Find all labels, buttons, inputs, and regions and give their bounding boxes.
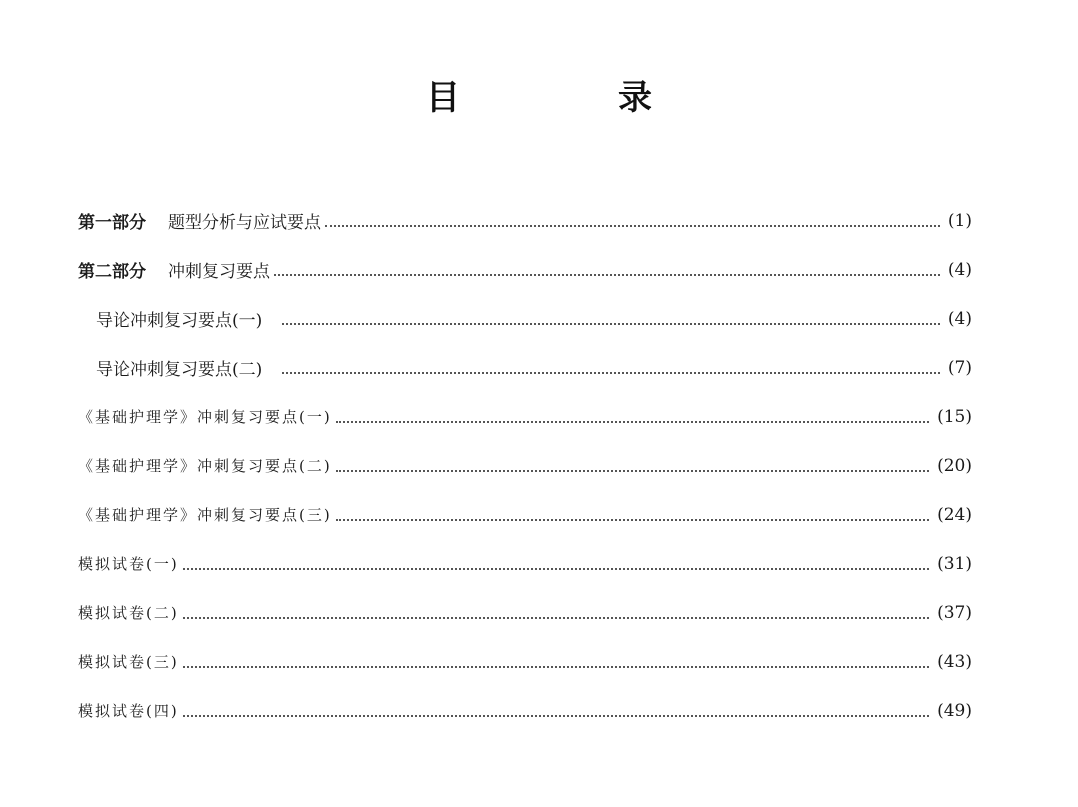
toc-entry-label [78,651,179,672]
toc-entry-title: 导论冲刺复习要点(一) [96,311,263,331]
toc-entry[interactable] [78,392,972,441]
toc-page-number: (49) [937,700,972,721]
toc-entry-title: 模拟试卷(一) [78,555,179,573]
toc-page-number: (24) [937,504,972,525]
dot-leader [274,272,940,276]
toc-entry-title: 模拟试卷(三) [78,653,179,671]
toc-part-label: 第一部分 [78,213,146,233]
toc-entry-label [78,455,332,476]
toc-page-number: (31) [937,553,972,574]
toc-page-number: (4) [947,259,972,280]
toc-page-number: (1) [947,210,972,231]
table-of-contents [78,196,972,735]
toc-entry-title: 模拟试卷(二) [78,604,179,622]
dot-leader [183,713,929,717]
toc-entry-label [78,257,270,282]
toc-entry-label [78,553,179,574]
toc-entry[interactable] [78,294,972,343]
toc-entry-title: 《基础护理学》冲刺复习要点(一) [78,408,332,426]
toc-entry-label [78,700,179,721]
dot-leader [336,517,929,521]
toc-entry-label [78,602,179,623]
toc-entry[interactable] [78,539,972,588]
toc-entry[interactable] [78,441,972,490]
toc-page-number: (7) [947,357,972,378]
toc-entry[interactable] [78,196,972,245]
dot-leader [183,615,929,619]
dot-leader [336,468,929,472]
toc-entry-label [78,208,321,233]
dot-leader [325,223,940,227]
toc-page-number: (15) [937,406,972,427]
toc-entry-label [78,306,262,331]
toc-page-number: (20) [937,455,972,476]
toc-entry-title: 模拟试卷(四) [78,702,179,720]
toc-entry-title: 《基础护理学》冲刺复习要点(二) [78,457,332,475]
toc-entry-label [78,504,332,525]
page-title: 目 录 [426,78,714,118]
toc-entry[interactable] [78,343,972,392]
dot-leader [282,321,940,325]
dot-leader [183,566,929,570]
toc-entry[interactable] [78,588,972,637]
toc-entry[interactable] [78,490,972,539]
toc-entry-label [78,355,262,380]
toc-entry[interactable] [78,245,972,294]
toc-entry-label [78,406,332,427]
toc-entry-title: 题型分析与应试要点 [168,213,321,233]
toc-page-number: (43) [937,651,972,672]
toc-page-number: (37) [937,602,972,623]
dot-leader [183,664,929,668]
toc-page-number: (4) [947,308,972,329]
toc-entry-title: 《基础护理学》冲刺复习要点(三) [78,506,332,524]
toc-part-label: 第二部分 [78,262,146,282]
dot-leader [282,370,940,374]
toc-entry-title: 导论冲刺复习要点(二) [96,360,263,380]
toc-entry-title: 冲刺复习要点 [168,262,270,282]
dot-leader [336,419,929,423]
toc-entry[interactable] [78,637,972,686]
toc-entry[interactable] [78,686,972,735]
